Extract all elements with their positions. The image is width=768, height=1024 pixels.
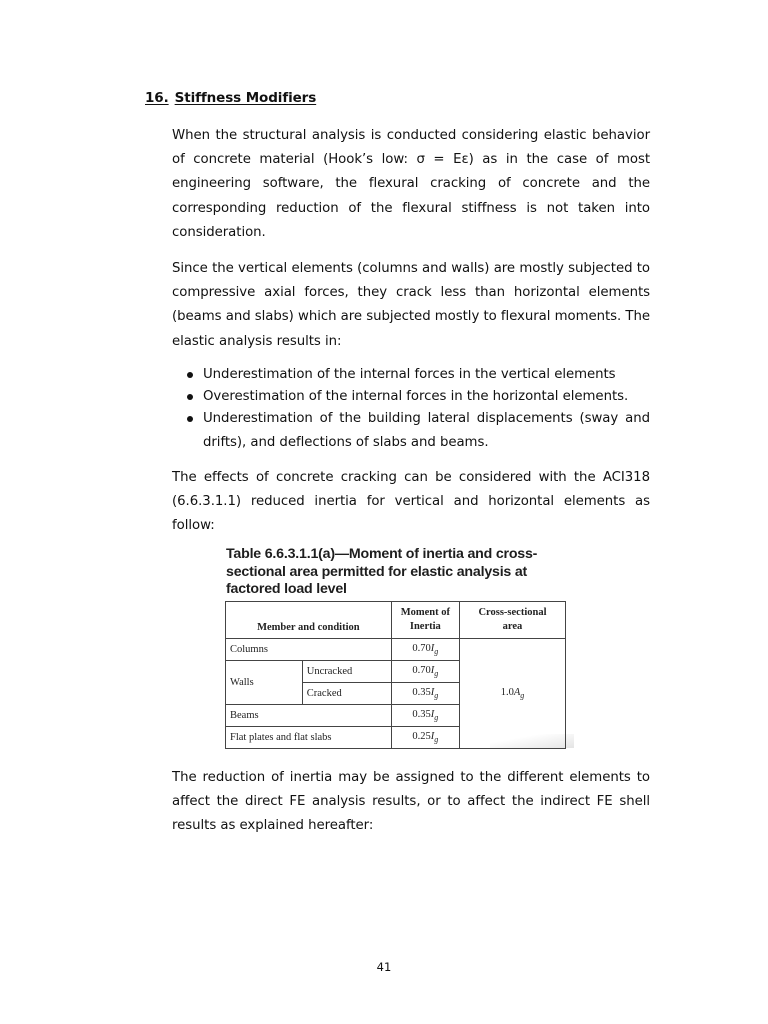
- coef: 0.70: [412, 642, 431, 654]
- header-area-line2: area: [502, 621, 523, 632]
- cell-walls: Walls: [226, 661, 303, 705]
- cell-area: [459, 639, 565, 749]
- table-title: Table 6.6.3.1.1(a)—Moment of inertia and cross-sectional area permitted for elastic analysis at factored load level: [226, 546, 538, 597]
- subscript: g: [434, 735, 439, 745]
- bullet-text: Underestimation of the internal forces in the vertical elements: [203, 367, 616, 382]
- paragraph-vertical-elements: Since the vertical elements (columns and walls) are mostly subjected to compressive axial forces, they crack less than horizontal elements (beams and slabs) which are subjected mostly to flexural moments. The elastic analysis results in:: [172, 261, 650, 349]
- cell-flat-plates: Flat plates and flat slabs: [226, 727, 392, 749]
- subscript: g: [434, 669, 439, 679]
- cell-beams-inertia: [391, 705, 459, 727]
- header-member: Member and condition: [226, 602, 392, 639]
- coef: 1.0: [500, 686, 514, 698]
- symbol: I: [430, 642, 435, 654]
- header-area-line1: Cross-sectional: [478, 607, 547, 618]
- symbol: I: [430, 664, 435, 676]
- cell-cracked: Cracked: [302, 683, 391, 705]
- list-item: [172, 386, 650, 408]
- page-number: 41: [376, 960, 392, 974]
- cell-columns: Columns: [226, 639, 392, 661]
- list-item: [172, 364, 650, 386]
- paragraph-elastic-behavior: When the structural analysis is conducted considering elastic behavior of concrete material (Hook’s low: σ = Eε) as in the case of most engineering software, the flexural cracking of concrete and the corresponding reduction of the flexural stiffness is not taken into consideration.: [172, 128, 650, 240]
- bullet-icon: [187, 394, 193, 400]
- subscript: g: [434, 713, 439, 723]
- stiffness-table: [225, 601, 566, 749]
- symbol: I: [430, 708, 435, 720]
- table-row: [226, 639, 566, 661]
- list-item: [172, 407, 650, 455]
- coef: 0.25: [412, 730, 431, 742]
- cell-beams: Beams: [226, 705, 392, 727]
- section-heading: [145, 90, 316, 106]
- subscript: g: [520, 691, 525, 701]
- symbol: A: [513, 686, 521, 698]
- cell-uncracked: Uncracked: [302, 661, 391, 683]
- subscript: g: [434, 647, 439, 657]
- header-moment: [391, 602, 459, 639]
- section-number: 16.: [145, 90, 169, 106]
- symbol: I: [430, 686, 435, 698]
- header-area: [459, 602, 565, 639]
- aci-table-figure: [222, 544, 574, 750]
- table-header-row: [226, 602, 566, 639]
- results-bullet-list: [172, 364, 650, 455]
- paragraph-reduction-of-inertia: The reduction of inertia may be assigned to the different elements to affect the direct FE analysis results, or to affect the indirect FE shell results as explained hereafter:: [172, 770, 650, 834]
- coef: 0.35: [412, 708, 431, 720]
- bullet-text: Underestimation of the building lateral displacements (sway and drifts), and deflections of slabs and beams.: [203, 411, 650, 450]
- bullet-icon: [187, 416, 193, 422]
- cell-uncracked-inertia: [391, 661, 459, 683]
- cell-columns-inertia: [391, 639, 459, 661]
- cell-cracked-inertia: [391, 683, 459, 705]
- section-title: Stiffness Modifiers: [174, 90, 317, 106]
- coef: 0.70: [412, 664, 431, 676]
- coef: 0.35: [412, 686, 431, 698]
- symbol: I: [430, 730, 435, 742]
- cell-flat-inertia: [391, 727, 459, 749]
- paragraph-aci-reference: The effects of concrete cracking can be considered with the ACI318 (6.6.3.1.1) reduced inertia for vertical and horizontal elements as follow:: [172, 470, 650, 534]
- subscript: g: [434, 691, 439, 701]
- header-moment-line2: Inertia: [409, 621, 441, 632]
- bullet-text: Overestimation of the internal forces in the horizontal elements.: [203, 388, 629, 404]
- header-moment-line1: Moment of: [400, 607, 450, 618]
- bullet-icon: [187, 372, 193, 378]
